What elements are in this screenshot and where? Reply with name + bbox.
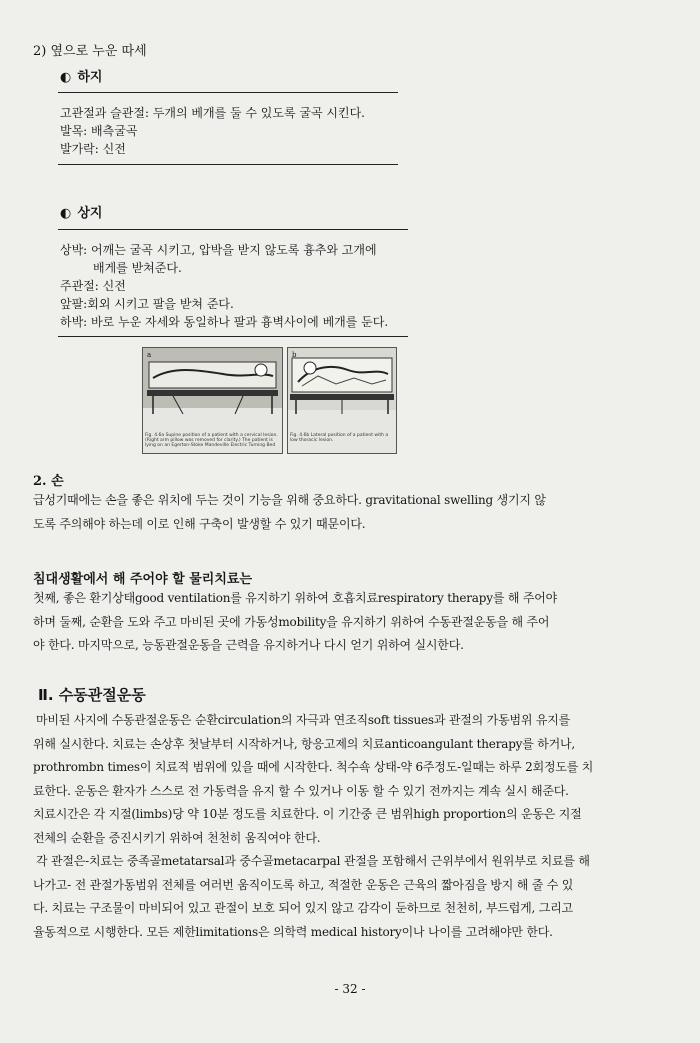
divider bbox=[58, 336, 408, 337]
lower-limb-line: 발가락: 신전 bbox=[60, 142, 126, 156]
upper-limb-line: 주관절: 신전 bbox=[60, 279, 126, 293]
passive-line: 위해 실시한다. 치료는 손상후 첫날부터 시작하거나, 항응고제의 치료anticoangulant therapy를 하거나, bbox=[33, 736, 576, 751]
figure-caption-b: Fig. 4.6b Lateral position of a patient with a low thoracic lesion. bbox=[290, 433, 389, 443]
lower-limb-heading bbox=[60, 66, 102, 85]
hand-line: 급성기때에는 손을 좋은 위치에 두는 것이 기능을 위해 중요하다. gravitational swelling 생기지 않 bbox=[33, 493, 546, 507]
passive-rom-heading: Ⅱ. 수동관절운동 bbox=[38, 686, 146, 704]
upper-limb-line: 상박: 어깨는 굴곡 시키고, 압박을 받지 않도록 흉추와 고개에 bbox=[60, 243, 377, 257]
bedside-line: 야 한다. 마지막으로, 능동관절운동을 근력을 유지하거나 다시 얻기 위하여 실시한다. bbox=[33, 638, 464, 652]
passive-line: 전체의 순환을 증진시키기 위하여 천천히 움직여야 한다. bbox=[33, 830, 321, 845]
figure-caption-a: Fig. 4.6a Supine position of a patient with a cervical lesion. (Right arm pillow was removed for clarity.) The patient is lying on an Egerton-Stoke Mandeville Electric Turning Bed bbox=[145, 433, 278, 448]
upper-limb-line: 하박: 바로 누운 자세와 동일하나 팔과 흉벽사이에 베개를 둔다. bbox=[60, 315, 389, 329]
divider bbox=[58, 229, 408, 230]
half-circle-icon: ◐ bbox=[60, 206, 72, 221]
passive-line: 마비된 사지에 수동관절운동은 순환circulation의 자극과 연조직soft tissues과 관절의 가동범위 유지를 bbox=[36, 713, 571, 727]
hand-paragraph bbox=[33, 489, 683, 536]
passive-line: 율동적으로 시행한다. 모든 제한limitations은 의학력 medical history이나 나이를 고려해야만 한다. bbox=[33, 924, 553, 939]
hand-heading: 2. 손 bbox=[33, 474, 64, 489]
figure-label-a: a bbox=[147, 351, 152, 359]
upper-limb-line: 앞팔:회외 시키고 팔을 받쳐 준다. bbox=[60, 297, 234, 311]
divider bbox=[58, 92, 398, 93]
passive-line: 나가고- 전 관절가동범위 전체를 여러번 움직이도록 하고, 적절한 운동은 근육의 짧아짐을 방지 해 줄 수 있 bbox=[33, 877, 574, 892]
passive-line: prothrombn times이 치료적 범위에 있을 때에 시작한다. 척수쇽 상태-약 6주정도-일때는 하루 2회정도를 치 bbox=[33, 760, 594, 774]
section-heading: 2) 옆으로 누운 따세 bbox=[33, 44, 147, 59]
upper-limb-heading bbox=[60, 202, 102, 221]
figure-a-photo bbox=[142, 347, 283, 454]
passive-line: 각 관절은-치료는 중족골metatarsal과 중수골metacarpal 관절을 포함해서 근위부에서 원위부로 치료를 해 bbox=[36, 854, 590, 868]
bedside-paragraph bbox=[33, 587, 683, 658]
passive-rom-paragraph bbox=[33, 709, 683, 944]
bedside-line: 첫째, 좋은 환기상태good ventilation를 유지하기 위하여 호흡치료respiratory therapy를 해 주어야 bbox=[33, 591, 558, 605]
upper-limb-title: 상지 bbox=[77, 206, 103, 221]
half-circle-icon: ◐ bbox=[60, 70, 72, 85]
bedside-line: 하며 둘째, 순환을 도와 주고 마비된 곳에 가동성mobility을 유지하기 위하여 수동관절운동을 해 주어 bbox=[33, 614, 550, 629]
bedside-heading: 침대생활에서 해 주어야 할 물리치료는 bbox=[33, 572, 253, 587]
passive-line: 료한다. 운동은 환자가 스스로 전 가동력을 유지 할 수 있거나 이동 할 수 있기 전까지는 계속 실시 해준다. bbox=[33, 783, 569, 798]
lower-limb-title: 하지 bbox=[77, 70, 103, 85]
upper-limb-line: 배게를 받쳐준다. bbox=[93, 261, 182, 275]
hand-line: 도록 주의해야 하는데 이로 인해 구축이 발생할 수 있기 때문이다. bbox=[33, 516, 366, 531]
passive-line: 다. 치료는 구조물이 마비되어 있고 관절이 보호 되어 있지 않고 감각이 둔하므로 천천히, 부드럽게, 그리고 bbox=[33, 901, 573, 915]
lower-limb-line: 발목: 배측굴곡 bbox=[60, 124, 138, 138]
figure-label-b: b bbox=[292, 351, 297, 359]
passive-line: 치료시간은 각 지절(limbs)당 약 10분 정도를 치료한다. 이 기간중 큰 범위high proportion의 운동은 지절 bbox=[33, 807, 582, 821]
figure-b-photo bbox=[287, 347, 397, 454]
page-number: - 32 - bbox=[334, 982, 366, 996]
lower-limb-line: 고관절과 슬관절: 두개의 베개를 둘 수 있도록 굴곡 시킨다. bbox=[60, 106, 365, 120]
divider bbox=[58, 164, 398, 165]
